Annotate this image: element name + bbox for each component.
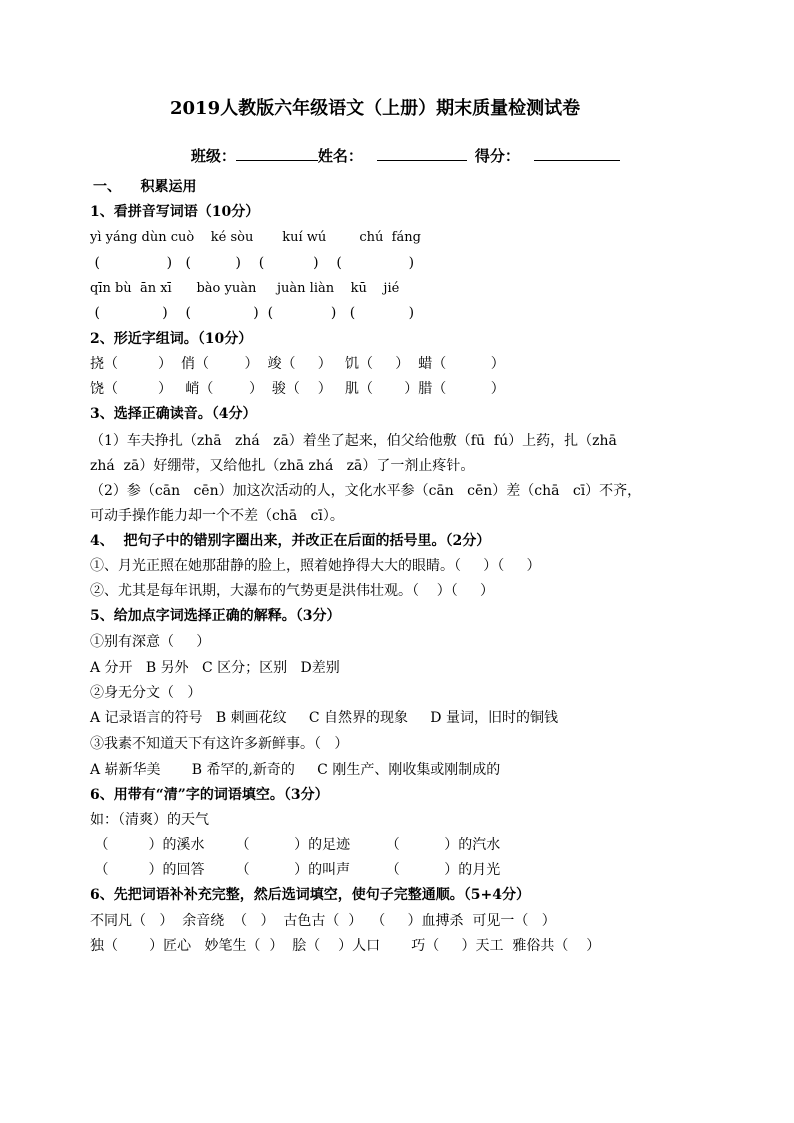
question-6-heading: 6、用带有“清”字的词语填空。（3分） (90, 787, 329, 803)
char-row-2[interactable]: 饶（ ） 峭（ ） 骏（ ） 肌（ ）腊（ ） (90, 381, 505, 397)
q3-line-3: （2）参（cān cēn）加这次活动的人，文化水平参（cān cēn）差（chā cī）不齐， (90, 483, 642, 499)
score-label: 得分： (474, 147, 520, 165)
pinyin-row-1: yì yáng dùn cuò ké sòu kuí wú chú fáng (90, 230, 421, 245)
q4-line-2[interactable]: ②、尤其是每年讯期，大瀑布的气势更是洪伟壮观。（ ）（ ） (90, 583, 495, 599)
answer-brackets-row-2[interactable]: ( ) ( ) ( ) ( ) (90, 305, 415, 321)
class-blank[interactable] (236, 146, 318, 161)
q3-line-1: （1）车夫挣扎（zhā zhá zā）着坐了起来，伯父给他敷（fū fú）上药，扎（zhā (90, 433, 617, 449)
question-3-heading: 3、选择正确读音。（4分） (90, 406, 257, 422)
q5-options-2: A 记录语言的符号 B 刺画花纹 C 自然界的现象 D 量词，旧时的铜钱 (90, 710, 558, 726)
q5-options-1: A 分开 B 另外 C 区分；区别 D差别 (90, 660, 340, 676)
name-label: 姓名： (317, 147, 363, 165)
q7-row-1[interactable]: 不同凡（ ） 余音绕 （ ） 古色古（ ） （ ）血搏杀 可见一（ ） (90, 913, 556, 929)
score-blank[interactable] (534, 146, 620, 161)
page-title: 2019人教版六年级语文（上册）期末质量检测试卷 (170, 98, 581, 119)
char-row-1[interactable]: 挠（ ） 俏（ ） 竣（ ） 饥（ ） 蜡（ ） (90, 356, 505, 372)
q5-options-3: A 崭新华美 B 希罕的,新奇的 C 刚生产、刚收集或刚制成的 (90, 762, 501, 778)
q4-line-1[interactable]: ①、月光正照在她那甜静的脸上，照着她挣得大大的眼睛。（ ）（ ） (90, 558, 541, 574)
q5-item-2[interactable]: ②身无分文（ ） (90, 685, 202, 701)
question-7-heading: 6、先把词语补补充完整，然后选词填空，使句子完整通顺。（5+4分） (90, 887, 530, 903)
q3-line-4: 可动手操作能力却一个不差（chā cī）。 (90, 508, 344, 524)
question-4-heading: 4、 把句子中的错别字圈出来，并改正在后面的括号里。（2分） (90, 533, 491, 549)
student-info-row (170, 128, 620, 183)
pinyin-row-2: qīn bù ān xī bào yuàn juàn liàn kū jié (90, 281, 400, 296)
q6-row-2[interactable]: （ ）的回答 （ ）的叫声 （ ）的月光 (90, 862, 501, 878)
q5-item-1[interactable]: ①别有深意（ ） (90, 634, 211, 650)
section-heading: 一、 积累运用 (93, 179, 197, 195)
answer-brackets-row-1[interactable]: ( ) ( ) ( ) ( ) (90, 255, 415, 271)
q6-row-1[interactable]: （ ）的溪水 （ ）的足迹 （ ）的汽水 (90, 837, 501, 853)
question-1-heading: 1、看拼音写词语（10分） (90, 204, 260, 220)
class-label: 班级： (190, 147, 236, 165)
q7-row-2[interactable]: 独（ ）匠心 妙笔生（ ） 脍（ ）人口 巧（ ）天工 雅俗共（ ） (90, 938, 601, 954)
q6-example: 如：（清爽）的天气 (90, 812, 209, 828)
question-5-heading: 5、给加点字词选择正确的解释。（3分） (90, 608, 341, 624)
name-blank[interactable] (377, 146, 467, 161)
q5-item-3[interactable]: ③我素不知道天下有这许多新鲜事。（ ） (90, 736, 349, 752)
q3-line-2: zhá zā）好绷带，又给他扎（zhā zhá zā）了一剂止疼针。 (90, 458, 475, 474)
question-2-heading: 2、形近字组词。（10分） (90, 331, 253, 347)
